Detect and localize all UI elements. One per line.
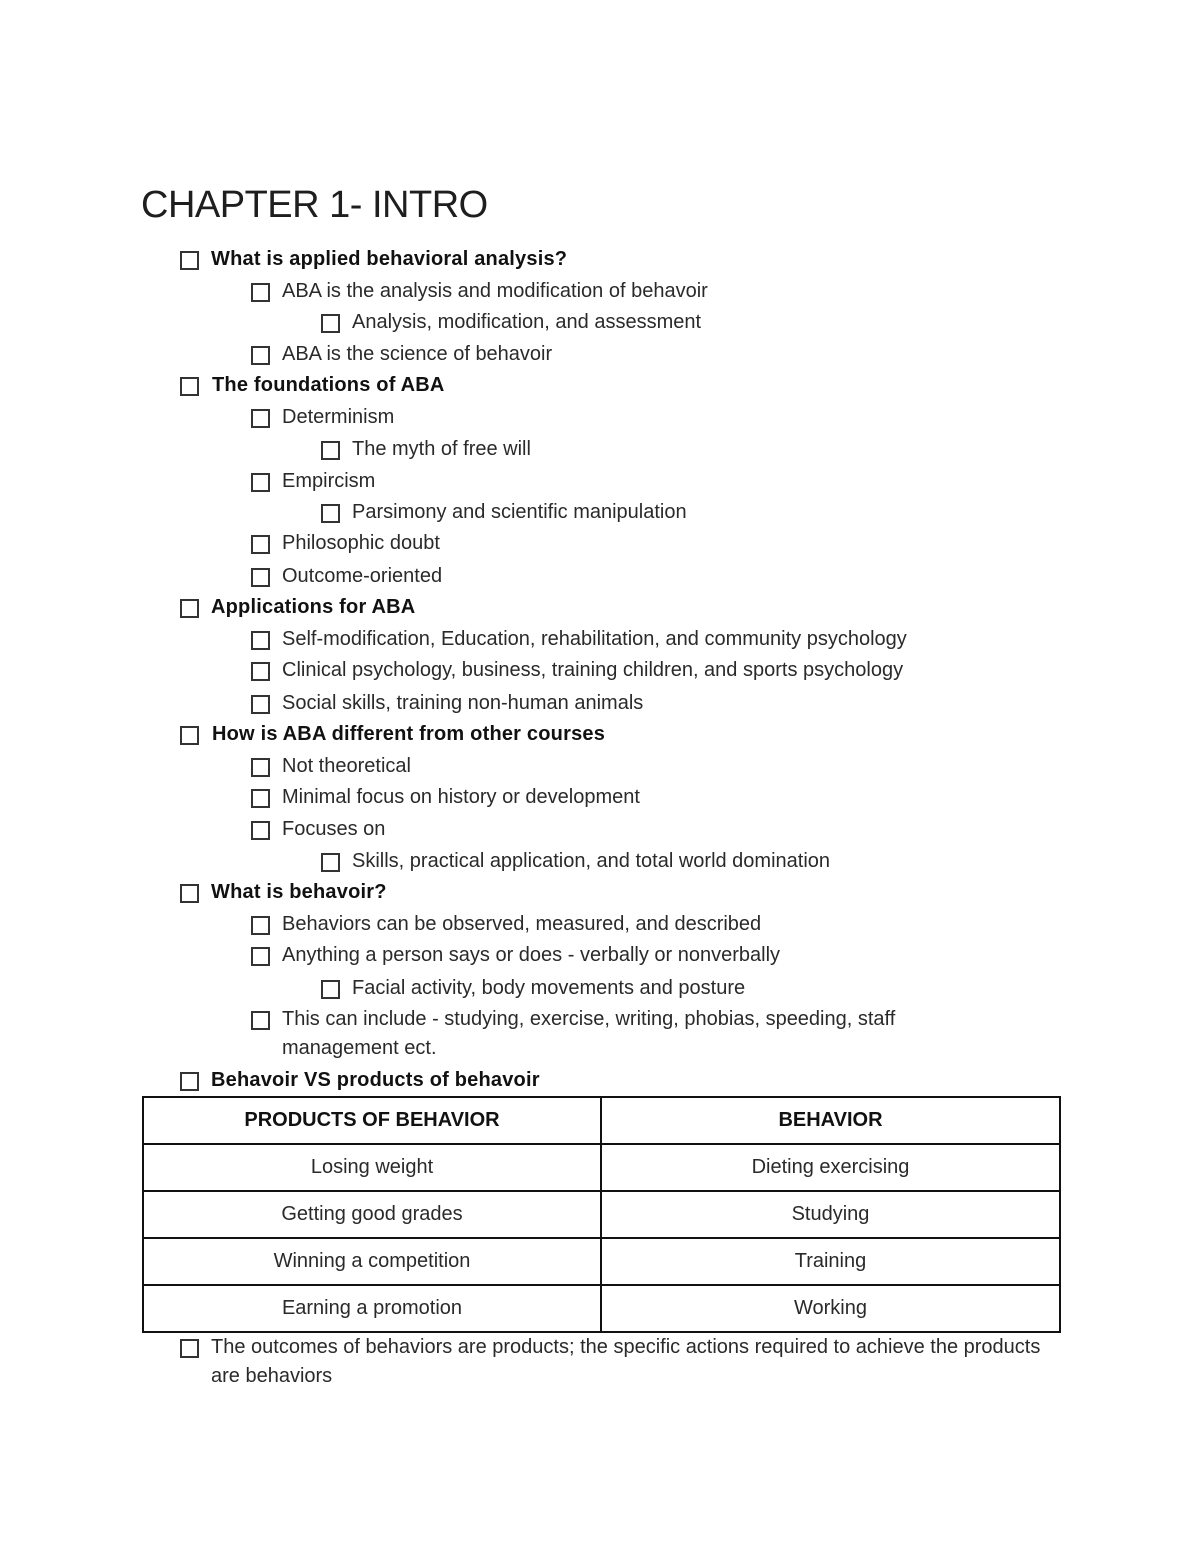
table-header-cell: BEHAVIOR — [601, 1097, 1060, 1144]
outline-item: Clinical psychology, business, training children, and sports psychology — [282, 659, 904, 681]
table-cell: Earning a promotion — [143, 1285, 601, 1332]
outline-item: What is applied behavioral analysis? — [211, 248, 568, 270]
checkbox[interactable] — [321, 314, 340, 333]
checkbox[interactable] — [180, 377, 199, 396]
checkbox[interactable] — [251, 695, 270, 714]
table-cell: Getting good grades — [143, 1191, 601, 1238]
checkbox[interactable] — [251, 821, 270, 840]
outline-item: Analysis, modification, and assessment — [352, 311, 702, 333]
outline-item: Self-modification, Education, rehabilitation, and community psychology — [282, 628, 907, 650]
checkbox[interactable] — [251, 1011, 270, 1030]
checkbox[interactable] — [180, 1072, 199, 1091]
outline-item: Determinism — [282, 406, 395, 428]
outline-item: ABA is the analysis and modification of behavoir — [282, 280, 708, 302]
checkbox[interactable] — [251, 409, 270, 428]
checkbox[interactable] — [251, 283, 270, 302]
checkbox[interactable] — [251, 947, 270, 966]
table-cell: Training — [601, 1238, 1060, 1285]
outline-item: The myth of free will — [352, 438, 531, 460]
outline-item: Outcome-oriented — [282, 565, 443, 587]
checkbox[interactable] — [251, 916, 270, 935]
checkbox[interactable] — [321, 441, 340, 460]
table-cell: Losing weight — [143, 1144, 601, 1191]
outline-item: The foundations of ABA — [212, 374, 445, 396]
outline-item: Parsimony and scientific manipulation — [352, 501, 687, 523]
checkbox[interactable] — [251, 758, 270, 777]
outline-item: The outcomes of behaviors are products; the specific actions required to achieve the products are behaviors — [211, 1336, 1041, 1387]
table-cell: Studying — [601, 1191, 1060, 1238]
table-cell: Winning a competition — [143, 1238, 601, 1285]
table-row — [143, 1144, 1060, 1191]
checkbox[interactable] — [321, 853, 340, 872]
outline-item: How is ABA different from other courses — [212, 723, 606, 745]
table-row — [143, 1238, 1060, 1285]
table-header-cell: PRODUCTS OF BEHAVIOR — [143, 1097, 601, 1144]
outline-item: Focuses on — [282, 818, 386, 840]
behavior-comparison-table — [142, 1096, 1061, 1333]
checkbox[interactable] — [251, 631, 270, 650]
outline-item: What is behavoir? — [211, 881, 387, 903]
outline-item: Skills, practical application, and total world domination — [352, 850, 831, 872]
outline-item: This can include - studying, exercise, writing, phobias, speeding, staff management ect. — [282, 1008, 896, 1059]
outline-item: Not theoretical — [282, 755, 411, 777]
checkbox[interactable] — [321, 980, 340, 999]
table-row — [143, 1285, 1060, 1332]
outline-item: Anything a person says or does - verbally or nonverbally — [282, 944, 781, 966]
checkbox[interactable] — [321, 504, 340, 523]
checkbox[interactable] — [180, 599, 199, 618]
table-row — [143, 1191, 1060, 1238]
checkbox[interactable] — [251, 568, 270, 587]
checkbox[interactable] — [251, 662, 270, 681]
checkbox[interactable] — [251, 473, 270, 492]
outline-item: Philosophic doubt — [282, 532, 440, 554]
checkbox[interactable] — [251, 535, 270, 554]
outline-item: Applications for ABA — [211, 596, 416, 618]
outline-item: Behaviors can be observed, measured, and described — [282, 913, 762, 935]
outline-item: Minimal focus on history or development — [282, 786, 640, 808]
table-header-row — [143, 1097, 1060, 1144]
checkbox[interactable] — [180, 726, 199, 745]
checkbox[interactable] — [251, 789, 270, 808]
outline-item: Facial activity, body movements and posture — [352, 977, 746, 999]
table-cell: Working — [601, 1285, 1060, 1332]
outline-item: ABA is the science of behavoir — [282, 343, 553, 365]
checkbox[interactable] — [251, 346, 270, 365]
outline-item: Empircism — [282, 470, 376, 492]
checkbox[interactable] — [180, 251, 199, 270]
outline-item: Social skills, training non-human animals — [282, 692, 644, 714]
chapter-title: CHAPTER 1- INTRO — [141, 184, 488, 226]
checkbox[interactable] — [180, 884, 199, 903]
outline-item: Behavoir VS products of behavoir — [211, 1069, 540, 1091]
table-cell: Dieting exercising — [601, 1144, 1060, 1191]
checkbox[interactable] — [180, 1339, 199, 1358]
